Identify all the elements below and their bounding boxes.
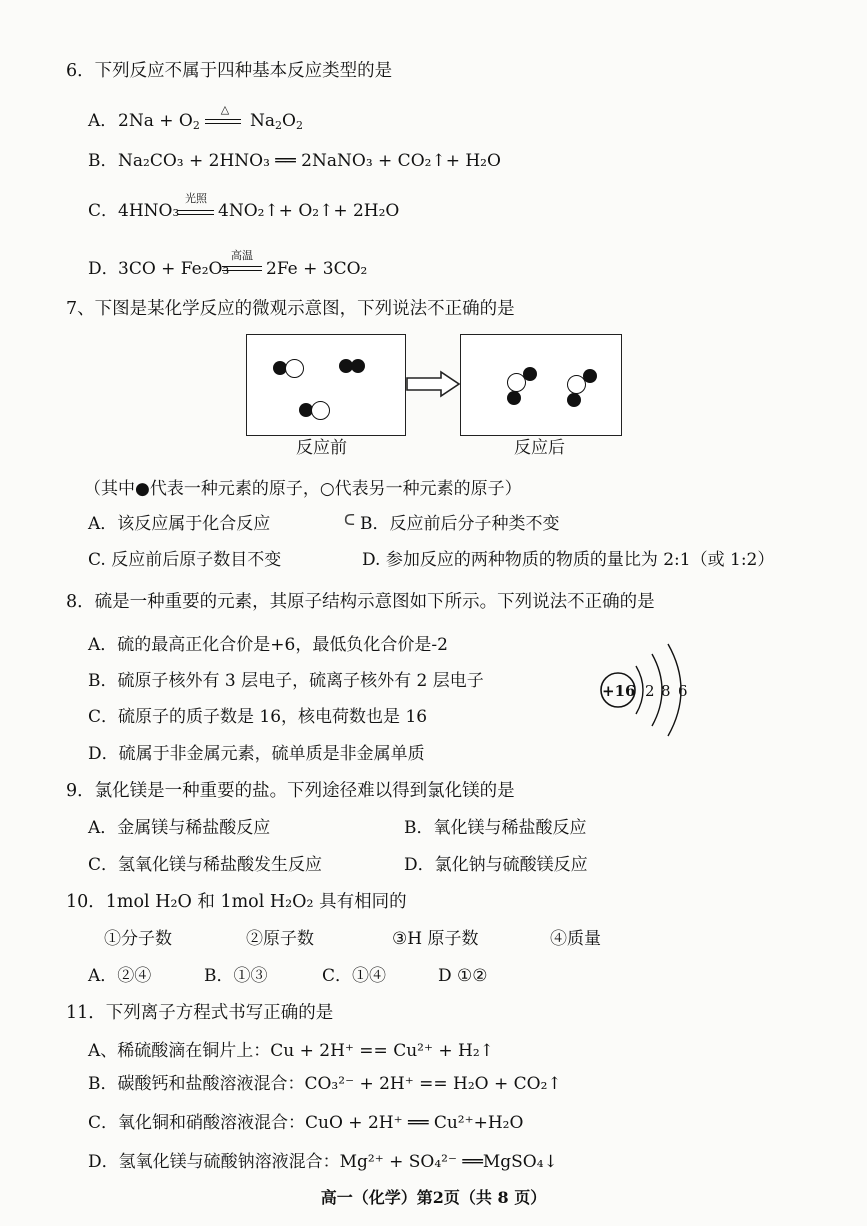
q6-d-condition: 高温 [231,249,253,262]
q7-option-a: A．该反应属于化合反应 [88,514,271,534]
q10-choice-b: B．①③ [204,966,268,986]
nucleus-charge: +16 [602,682,636,700]
q9-option-b: B．氧化镁与稀盐酸反应 [404,818,587,838]
question-10-stem: 10．1mol H₂O 和 1mol H₂O₂ 具有相同的 [66,892,407,912]
q11-option-b: B．碳酸钙和盐酸溶液混合：CO₃²⁻ + 2H⁺ == H₂O + CO₂↑ [88,1074,562,1094]
black-atom [583,369,597,383]
handwritten-mark-icon: ᑕ [344,511,355,529]
q8-option-a: A．硫的最高正化合价是+6，最低负化合价是-2 [88,635,448,655]
q6-option-d-left: 3CO + Fe₂O₃ [118,259,230,279]
black-atom [351,359,365,373]
q10-choice-d: D ①② [438,966,488,986]
q7-legend: （其中●代表一种元素的原子，○代表另一种元素的原子） [84,479,522,499]
q10-item-4: ④质量 [550,929,601,949]
question-9-stem: 9．氯化镁是一种重要的盐。下列途径难以得到氯化镁的是 [66,781,515,801]
shell-3-count: 6 [678,682,688,700]
shell-2-count: 8 [661,682,671,700]
question-8-stem: 8．硫是一种重要的元素，其原子结构示意图如下所示。下列说法不正确的是 [66,592,655,612]
before-reaction-box [246,334,406,436]
after-label: 反应后 [514,438,565,458]
white-atom [311,401,330,420]
black-atom [523,367,537,381]
q6-option-b-equation: Na₂CO₃ + 2HNO₃ ══ 2NaNO₃ + CO₂↑+ H₂O [118,151,501,171]
question-6-stem: 6．下列反应不属于四种基本反应类型的是 [66,61,393,81]
q11-option-a: A、稀硫酸滴在铜片上：Cu + 2H⁺ == Cu²⁺ + H₂↑ [88,1041,494,1061]
q10-item-2: ②原子数 [246,929,314,949]
q6-a-product: $Na_2O_2$ [250,111,303,132]
q8-option-d: D．硫属于非金属元素，硫单质是非金属单质 [88,744,425,764]
white-atom [285,359,304,378]
q10-item-3: ③H 原子数 [392,929,479,949]
q10-item-1: ①分子数 [104,929,172,949]
q8-option-b: B．硫原子核外有 3 层电子，硫离子核外有 2 层电子 [88,671,484,691]
q6-option-a-label: A． [88,111,118,131]
reaction-arrow-icon [405,370,461,398]
black-atom [507,391,521,405]
shell-1-count: 2 [645,682,655,700]
question-7-stem: 7、下图是某化学反应的微观示意图，下列说法不正确的是 [66,299,515,319]
before-label: 反应前 [296,438,347,458]
q8-option-c: C．硫原子的质子数是 16，核电荷数也是 16 [88,707,428,727]
q6-a-condition: △ [220,103,230,116]
question-11-stem: 11．下列离子方程式书写正确的是 [66,1003,334,1023]
q6-d-equals [222,266,262,271]
q7-option-c: C. 反应前后原子数目不变 [88,550,282,570]
q6-option-c-right: 4NO₂↑+ O₂↑+ 2H₂O [218,201,400,221]
q6-option-d-label: D． [88,259,119,279]
q6-c-equals [178,210,214,215]
q7-option-b: B．反应前后分子种类不变 [360,514,560,534]
after-reaction-box [460,334,622,436]
q11-option-d: D．氢氧化镁与硫酸钠溶液混合：Mg²⁺ + SO₄²⁻ ══MgSO₄↓ [88,1152,558,1172]
q6-a-equals [205,119,241,124]
q6-option-b-label: B． [88,151,118,171]
q9-option-d: D．氯化钠与硫酸镁反应 [404,855,588,875]
q10-choice-a: A．②④ [88,966,152,986]
q6-option-d-right: 2Fe + 3CO₂ [266,259,368,279]
q6-c-condition: 光照 [185,192,207,205]
q11-option-c: C．氧化铜和硝酸溶液混合：CuO + 2H⁺ ══ Cu²⁺+H₂O [88,1113,524,1133]
black-atom [567,393,581,407]
q6-option-c-left: 4HNO₃ [118,201,180,221]
page-footer: 高一（化学）第2页（共 8 页） [320,1188,547,1207]
q6-option-c-label: C． [88,201,119,221]
q6-option-a-equation: $2Na + O_2$ [118,111,200,132]
q7-option-d: D. 参加反应的两种物质的物质的量比为 2:1（或 1:2） [362,550,775,570]
q10-choice-c: C．①④ [322,966,387,986]
q9-option-a: A．金属镁与稀盐酸反应 [88,818,271,838]
q9-option-c: C．氢氧化镁与稀盐酸发生反应 [88,855,323,875]
